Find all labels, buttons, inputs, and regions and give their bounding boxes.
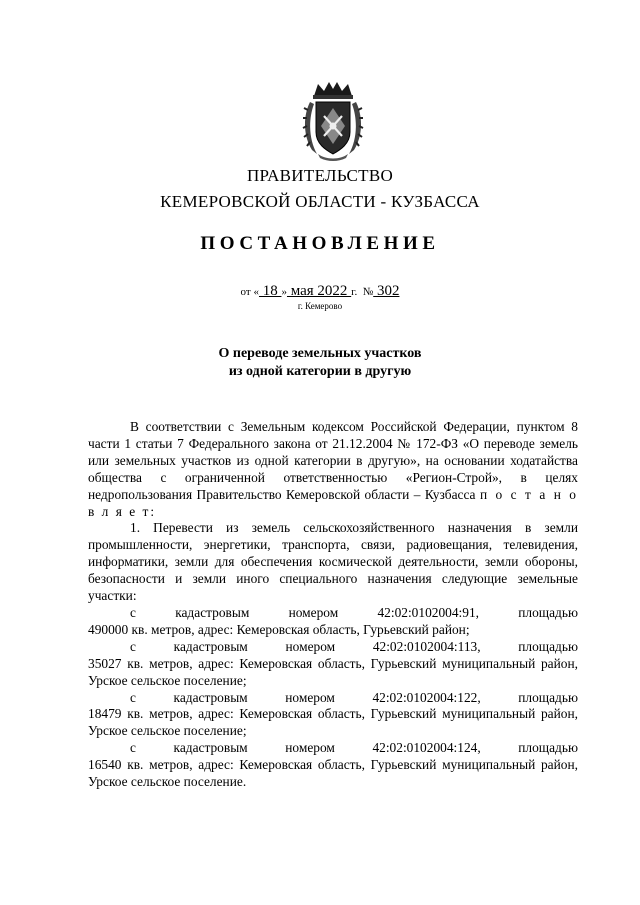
land-plot-item — [88, 605, 578, 639]
date-mid: » — [281, 286, 287, 298]
land-plot-item — [88, 690, 578, 741]
item-1-paragraph: 1. Перевести из земель сельскохозяйственного назначения в земли промышленности, энергетики, транспорта, связи, радиовещания, телевидения, информатики, земли для обеспечения космической деятельности, земли обороны, безопасности и земли иного специального назначения следующие земельные участки: — [88, 520, 578, 604]
document-type-title: ПОСТАНОВЛЕНИЕ — [200, 233, 440, 254]
document-body — [88, 419, 578, 791]
date-suffix: г. — [351, 286, 358, 298]
resolve-word: п о с т а н о в л я е т: — [88, 486, 578, 519]
plot-line: с кадастровым номером 42:02:0102004:113, площадью — [130, 638, 578, 654]
document-number: 302 — [373, 283, 400, 299]
date-month-year: мая 2022 — [286, 283, 352, 299]
date-prefix: от « — [240, 286, 259, 298]
subject-line1: О переводе земельных участков — [218, 346, 422, 361]
land-plot-item — [88, 740, 578, 791]
land-plot-item — [88, 639, 578, 690]
government-title-line2: КЕМЕРОВСКОЙ ОБЛАСТИ - КУЗБАССА — [160, 192, 480, 211]
document-subject — [0, 345, 640, 381]
plot-details: 35027 кв. метров, адрес: Кемеровская область, Гурьевский муниципальный район, Урское сельское поселение; — [88, 655, 578, 688]
plot-details: 18479 кв. метров, адрес: Кемеровская область, Гурьевский муниципальный район, Урское сельское поселение; — [88, 706, 578, 739]
cadastral-number: 42:02:0102004:124, — [372, 740, 481, 756]
subject-line2: из одной категории в другую — [228, 364, 412, 379]
coat-of-arms-emblem — [300, 80, 366, 162]
cadastral-number: 42:02:0102004:122, — [372, 689, 481, 705]
government-title-line1: ПРАВИТЕЛЬСТВО — [246, 166, 394, 185]
date-day: 18 — [258, 283, 282, 299]
plot-details: 490000 кв. метров, адрес: Кемеровская область, Гурьевский район; — [88, 621, 470, 637]
date-number-line — [0, 283, 640, 300]
cadastral-number: 42:02:0102004:113, — [372, 638, 481, 654]
intro-text: В соответствии с Земельным кодексом Российской Федерации, пунктом 8 части 1 статьи 7 Федерального закона от 21.12.2004 № 172-ФЗ «О переводе земель или земельных участков из одной категории в другую», на основании ходатайства общества с ограниченной ответственностью «Регион-Строй», в целях недропользования Правительство Кемеровской области – Кузбасса — [88, 419, 578, 502]
plot-details: 16540 кв. метров, адрес: Кемеровская область, Гурьевский муниципальный район, Урское сельское поселение. — [88, 757, 578, 790]
number-sign: № — [362, 286, 374, 298]
plot-line: с кадастровым номером 42:02:0102004:91, площадью — [130, 604, 578, 620]
intro-paragraph — [88, 419, 578, 520]
plot-line: с кадастровым номером 42:02:0102004:124, площадью — [130, 740, 578, 756]
plot-line: с кадастровым номером 42:02:0102004:122, площадью — [130, 689, 578, 705]
city-name: г. Кемерово — [297, 301, 343, 311]
cadastral-number: 42:02:0102004:91, — [377, 604, 480, 620]
